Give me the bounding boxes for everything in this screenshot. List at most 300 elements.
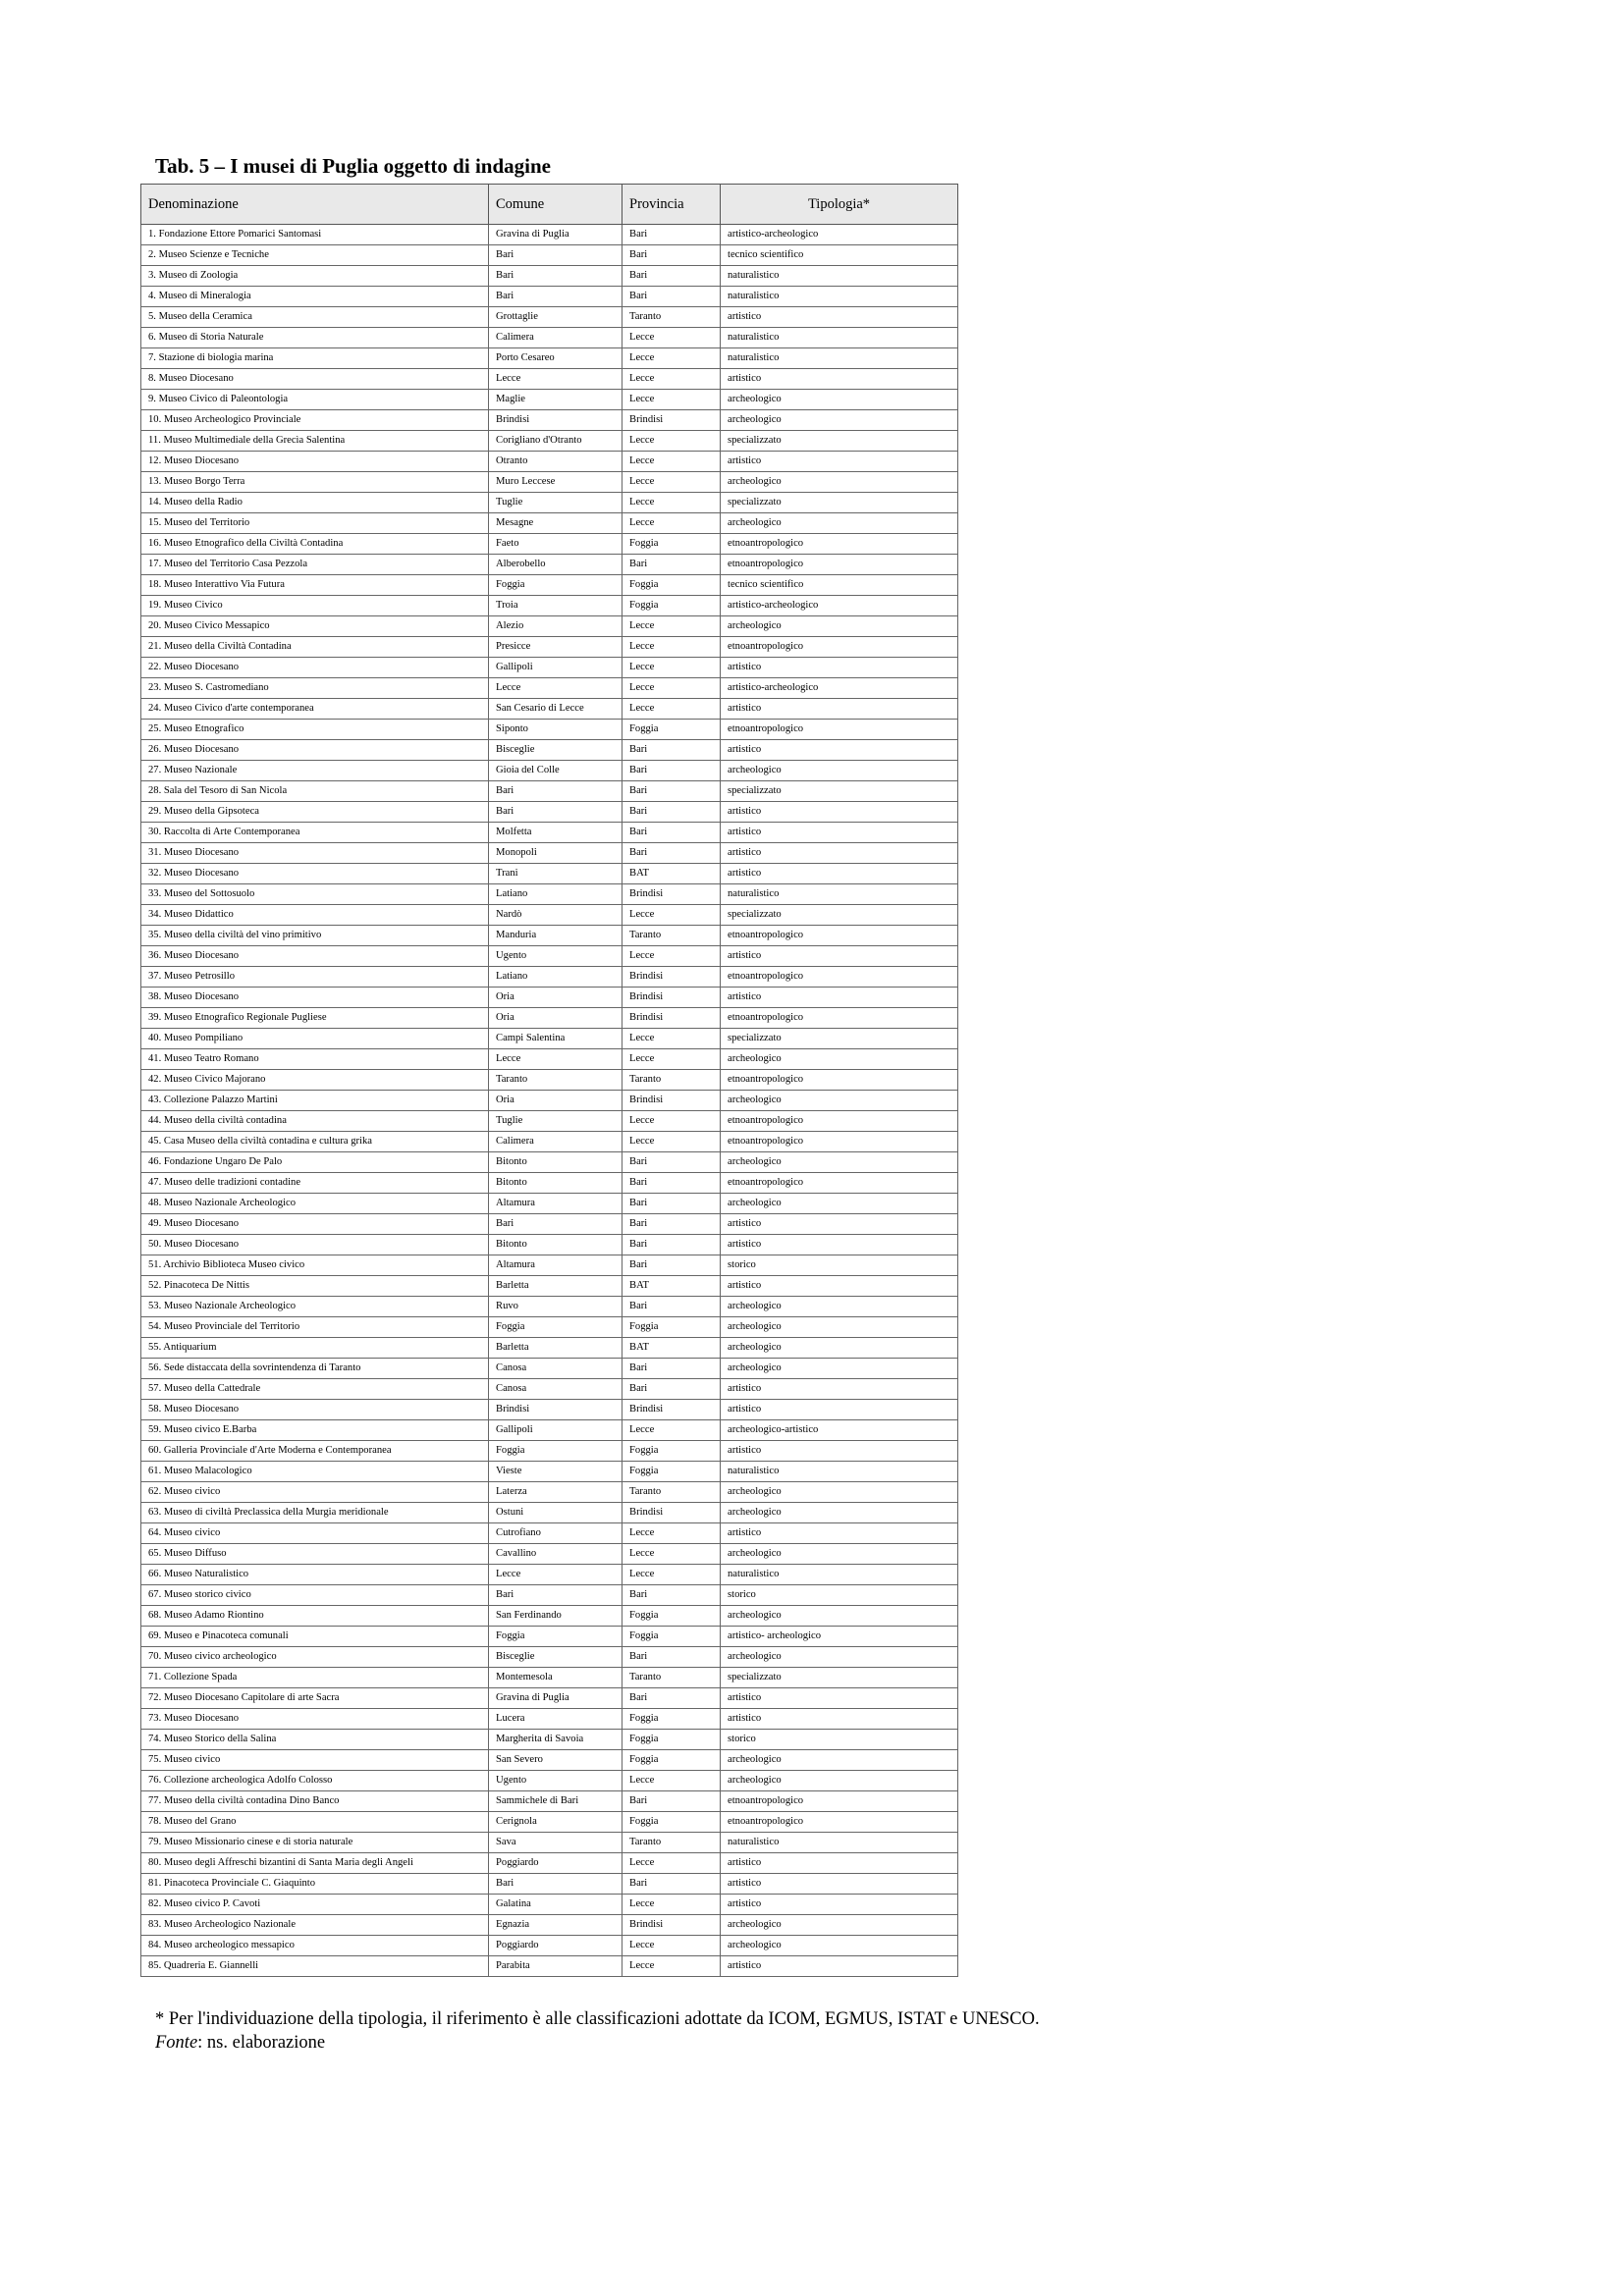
cell-denominazione: 82. Museo civico P. Cavoti [141,1895,489,1915]
cell-tipologia: etnoantropologico [721,534,958,555]
cell-denominazione: 52. Pinacoteca De Nittis [141,1276,489,1297]
cell-provincia: Brindisi [623,1503,721,1523]
cell-provincia: Bari [623,1874,721,1895]
cell-denominazione: 9. Museo Civico di Paleontologia [141,390,489,410]
cell-comune: Brindisi [489,410,623,431]
cell-comune: Bari [489,287,623,307]
cell-tipologia: artistico- archeologico [721,1627,958,1647]
cell-comune: Campi Salentina [489,1029,623,1049]
cell-comune: Bari [489,781,623,802]
cell-provincia: Bari [623,1688,721,1709]
cell-tipologia: artistico [721,1276,958,1297]
cell-comune: Cutrofiano [489,1523,623,1544]
table-row [141,307,958,328]
cell-provincia: Bari [623,1235,721,1255]
cell-denominazione: 84. Museo archeologico messapico [141,1936,489,1956]
cell-tipologia: artistico [721,1956,958,1977]
cell-tipologia: archeologico [721,1771,958,1791]
cell-denominazione: 30. Raccolta di Arte Contemporanea [141,823,489,843]
cell-tipologia: etnoantropologico [721,555,958,575]
cell-tipologia: archeologico [721,1049,958,1070]
cell-denominazione: 28. Sala del Tesoro di San Nicola [141,781,489,802]
table-row [141,616,958,637]
cell-comune: Gallipoli [489,1420,623,1441]
cell-denominazione: 34. Museo Didattico [141,905,489,926]
cell-comune: Gallipoli [489,658,623,678]
cell-comune: Bari [489,1214,623,1235]
table-row [141,740,958,761]
cell-provincia: Lecce [623,328,721,348]
cell-comune: Foggia [489,575,623,596]
cell-provincia: Lecce [623,1544,721,1565]
museums-table [140,184,958,1977]
table-row [141,1565,958,1585]
cell-denominazione: 41. Museo Teatro Romano [141,1049,489,1070]
cell-tipologia: etnoantropologico [721,1791,958,1812]
cell-comune: Faeto [489,534,623,555]
cell-tipologia: archeologico [721,472,958,493]
cell-provincia: Foggia [623,720,721,740]
cell-denominazione: 36. Museo Diocesano [141,946,489,967]
cell-tipologia: artistico [721,369,958,390]
table-row [141,390,958,410]
cell-provincia: Bari [623,843,721,864]
cell-comune: Gravina di Puglia [489,225,623,245]
cell-denominazione: 73. Museo Diocesano [141,1709,489,1730]
table-row [141,452,958,472]
cell-tipologia: archeologico [721,1936,958,1956]
cell-tipologia: etnoantropologico [721,637,958,658]
cell-tipologia: archeologico [721,390,958,410]
cell-tipologia: archeologico [721,1647,958,1668]
cell-denominazione: 17. Museo del Territorio Casa Pezzola [141,555,489,575]
cell-tipologia: naturalistico [721,1462,958,1482]
cell-comune: Parabita [489,1956,623,1977]
table-row [141,637,958,658]
cell-tipologia: specializzato [721,905,958,926]
cell-provincia: Lecce [623,431,721,452]
cell-comune: Siponto [489,720,623,740]
table-row [141,1173,958,1194]
table-row [141,1338,958,1359]
cell-tipologia: etnoantropologico [721,1070,958,1091]
table-row [141,1420,958,1441]
cell-denominazione: 63. Museo di civiltà Preclassica della Murgia meridionale [141,1503,489,1523]
table-row [141,1730,958,1750]
cell-denominazione: 13. Museo Borgo Terra [141,472,489,493]
table-row [141,905,958,926]
cell-tipologia: artistico [721,1214,958,1235]
table-row [141,1627,958,1647]
cell-denominazione: 10. Museo Archeologico Provinciale [141,410,489,431]
cell-tipologia: artistico [721,1688,958,1709]
table-row [141,245,958,266]
table-row [141,410,958,431]
table-row [141,1091,958,1111]
cell-tipologia: naturalistico [721,287,958,307]
cell-provincia: BAT [623,864,721,884]
cell-denominazione: 69. Museo e Pinacoteca comunali [141,1627,489,1647]
cell-tipologia: artistico [721,1523,958,1544]
cell-denominazione: 6. Museo di Storia Naturale [141,328,489,348]
cell-denominazione: 66. Museo Naturalistico [141,1565,489,1585]
table-row [141,1771,958,1791]
cell-denominazione: 1. Fondazione Ettore Pomarici Santomasi [141,225,489,245]
cell-denominazione: 77. Museo della civiltà contadina Dino Banco [141,1791,489,1812]
cell-comune: Foggia [489,1441,623,1462]
cell-denominazione: 71. Collezione Spada [141,1668,489,1688]
cell-denominazione: 23. Museo S. Castromediano [141,678,489,699]
cell-comune: Canosa [489,1379,623,1400]
cell-denominazione: 37. Museo Petrosillo [141,967,489,988]
cell-tipologia: artistico [721,1400,958,1420]
cell-tipologia: artistico [721,802,958,823]
cell-provincia: Bari [623,1791,721,1812]
cell-denominazione: 27. Museo Nazionale [141,761,489,781]
table-row [141,1482,958,1503]
cell-provincia: Bari [623,1585,721,1606]
table-row [141,720,958,740]
table-row [141,678,958,699]
cell-tipologia: naturalistico [721,328,958,348]
cell-comune: Manduria [489,926,623,946]
cell-comune: Alezio [489,616,623,637]
cell-provincia: Foggia [623,596,721,616]
cell-provincia: Bari [623,781,721,802]
table-row [141,1297,958,1317]
cell-tipologia: artistico [721,740,958,761]
cell-tipologia: artistico [721,1441,958,1462]
table-row [141,575,958,596]
table-row [141,1853,958,1874]
cell-provincia: Brindisi [623,884,721,905]
cell-comune: Nardò [489,905,623,926]
cell-denominazione: 45. Casa Museo della civiltà contadina e cultura grika [141,1132,489,1152]
cell-comune: Tuglie [489,1111,623,1132]
table-row [141,1462,958,1482]
cell-comune: Gioia del Colle [489,761,623,781]
cell-tipologia: etnoantropologico [721,1173,958,1194]
cell-tipologia: archeologico [721,1297,958,1317]
cell-tipologia: archeologico [721,1503,958,1523]
cell-provincia: Bari [623,1173,721,1194]
cell-denominazione: 59. Museo civico E.Barba [141,1420,489,1441]
cell-provincia: Lecce [623,905,721,926]
table-row [141,1255,958,1276]
cell-denominazione: 19. Museo Civico [141,596,489,616]
cell-denominazione: 50. Museo Diocesano [141,1235,489,1255]
cell-denominazione: 49. Museo Diocesano [141,1214,489,1235]
cell-provincia: Lecce [623,699,721,720]
cell-provincia: Brindisi [623,988,721,1008]
cell-denominazione: 65. Museo Diffuso [141,1544,489,1565]
cell-comune: Margherita di Savoia [489,1730,623,1750]
cell-comune: Latiano [489,884,623,905]
cell-denominazione: 21. Museo della Civiltà Contadina [141,637,489,658]
cell-tipologia: archeologico [721,1317,958,1338]
cell-denominazione: 43. Collezione Palazzo Martini [141,1091,489,1111]
table-row [141,1791,958,1812]
cell-comune: Foggia [489,1627,623,1647]
table-row [141,988,958,1008]
cell-denominazione: 53. Museo Nazionale Archeologico [141,1297,489,1317]
cell-tipologia: artistico [721,946,958,967]
cell-provincia: Brindisi [623,410,721,431]
cell-tipologia: artistico-archeologico [721,596,958,616]
cell-comune: Alberobello [489,555,623,575]
cell-comune: Poggiardo [489,1853,623,1874]
cell-denominazione: 44. Museo della civiltà contadina [141,1111,489,1132]
cell-comune: Altamura [489,1194,623,1214]
cell-provincia: Lecce [623,1523,721,1544]
cell-provincia: Bari [623,266,721,287]
cell-comune: Bari [489,802,623,823]
cell-comune: Tuglie [489,493,623,513]
cell-provincia: Lecce [623,390,721,410]
cell-provincia: Lecce [623,452,721,472]
cell-comune: Troia [489,596,623,616]
cell-provincia: Bari [623,245,721,266]
table-row [141,369,958,390]
cell-tipologia: archeologico [721,1152,958,1173]
table-notes [155,2007,1040,2055]
cell-tipologia: artistico [721,1853,958,1874]
table-row [141,1317,958,1338]
cell-tipologia: archeologico [721,1338,958,1359]
cell-comune: Bari [489,1874,623,1895]
cell-comune: Grottaglie [489,307,623,328]
cell-provincia: Foggia [623,1750,721,1771]
cell-provincia: Foggia [623,1730,721,1750]
cell-denominazione: 72. Museo Diocesano Capitolare di arte Sacra [141,1688,489,1709]
cell-provincia: Lecce [623,1111,721,1132]
cell-denominazione: 75. Museo civico [141,1750,489,1771]
cell-comune: Vieste [489,1462,623,1482]
cell-tipologia: artistico [721,1874,958,1895]
cell-comune: Ugento [489,1771,623,1791]
header-row [141,185,958,225]
cell-provincia: Foggia [623,1606,721,1627]
cell-tipologia: archeologico [721,1606,958,1627]
cell-provincia: Lecce [623,1049,721,1070]
cell-tipologia: tecnico scientifico [721,575,958,596]
table-row [141,699,958,720]
cell-comune: Galatina [489,1895,623,1915]
cell-comune: Bari [489,245,623,266]
cell-tipologia: tecnico scientifico [721,245,958,266]
cell-tipologia: artistico [721,658,958,678]
table-row [141,967,958,988]
cell-provincia: Foggia [623,1812,721,1833]
cell-provincia: Brindisi [623,1008,721,1029]
cell-tipologia: archeologico [721,410,958,431]
cell-denominazione: 62. Museo civico [141,1482,489,1503]
cell-denominazione: 64. Museo civico [141,1523,489,1544]
cell-denominazione: 68. Museo Adamo Riontino [141,1606,489,1627]
cell-provincia: BAT [623,1276,721,1297]
cell-denominazione: 14. Museo della Radio [141,493,489,513]
cell-tipologia: archeologico [721,1915,958,1936]
table-row [141,1503,958,1523]
cell-comune: Lecce [489,369,623,390]
cell-tipologia: artistico [721,988,958,1008]
cell-denominazione: 11. Museo Multimediale della Grecìa Salentina [141,431,489,452]
cell-tipologia: naturalistico [721,266,958,287]
cell-provincia: Taranto [623,1482,721,1503]
cell-tipologia: specializzato [721,1668,958,1688]
table-row [141,1235,958,1255]
cell-provincia: Lecce [623,1936,721,1956]
table-row [141,1523,958,1544]
cell-provincia: Bari [623,761,721,781]
cell-comune: Lecce [489,1049,623,1070]
cell-tipologia: artistico-archeologico [721,678,958,699]
cell-tipologia: naturalistico [721,1833,958,1853]
cell-comune: Ruvo [489,1297,623,1317]
cell-comune: Bitonto [489,1152,623,1173]
table-row [141,472,958,493]
cell-comune: Barletta [489,1338,623,1359]
cell-denominazione: 33. Museo del Sottosuolo [141,884,489,905]
table-row [141,1008,958,1029]
cell-provincia: Brindisi [623,1091,721,1111]
cell-comune: Brindisi [489,1400,623,1420]
table-row [141,1379,958,1400]
column-header-tipologia: Tipologia* [721,185,958,225]
table-row [141,1812,958,1833]
cell-tipologia: archeologico [721,1194,958,1214]
cell-denominazione: 20. Museo Civico Messapico [141,616,489,637]
cell-comune: San Severo [489,1750,623,1771]
cell-provincia: Lecce [623,369,721,390]
cell-provincia: Foggia [623,575,721,596]
table-row [141,1049,958,1070]
cell-tipologia: etnoantropologico [721,967,958,988]
table-row [141,1895,958,1915]
cell-denominazione: 46. Fondazione Ungaro De Palo [141,1152,489,1173]
column-header-comune: Comune [489,185,623,225]
column-header-provincia: Provincia [623,185,721,225]
cell-comune: Montemesola [489,1668,623,1688]
cell-tipologia: specializzato [721,1029,958,1049]
table-row [141,1132,958,1152]
cell-denominazione: 48. Museo Nazionale Archeologico [141,1194,489,1214]
cell-comune: Laterza [489,1482,623,1503]
cell-provincia: Brindisi [623,1400,721,1420]
cell-denominazione: 25. Museo Etnografico [141,720,489,740]
table-row [141,1833,958,1853]
source-line [155,2031,1040,2055]
cell-tipologia: archeologico [721,616,958,637]
cell-comune: Oria [489,1008,623,1029]
table-row [141,1152,958,1173]
table-row [141,1874,958,1895]
cell-denominazione: 22. Museo Diocesano [141,658,489,678]
cell-comune: Presicce [489,637,623,658]
table-row [141,843,958,864]
source-label: Fonte [155,2033,198,2053]
cell-comune: Lecce [489,678,623,699]
cell-tipologia: artistico-archeologico [721,225,958,245]
cell-comune: San Ferdinando [489,1606,623,1627]
cell-provincia: Bari [623,1194,721,1214]
table-row [141,1915,958,1936]
table-row [141,1936,958,1956]
cell-tipologia: etnoantropologico [721,1132,958,1152]
cell-tipologia: storico [721,1730,958,1750]
cell-provincia: Foggia [623,1627,721,1647]
cell-provincia: Lecce [623,1565,721,1585]
cell-comune: San Cesario di Lecce [489,699,623,720]
table-row [141,1276,958,1297]
cell-tipologia: archeologico [721,513,958,534]
table-row [141,1585,958,1606]
cell-tipologia: etnoantropologico [721,1008,958,1029]
table-row [141,802,958,823]
table-row [141,348,958,369]
cell-provincia: BAT [623,1338,721,1359]
cell-provincia: Lecce [623,1420,721,1441]
cell-comune: Gravina di Puglia [489,1688,623,1709]
cell-provincia: Taranto [623,926,721,946]
cell-comune: Egnazia [489,1915,623,1936]
table-row [141,864,958,884]
cell-tipologia: archeologico [721,1544,958,1565]
cell-denominazione: 39. Museo Etnografico Regionale Pugliese [141,1008,489,1029]
table-row [141,1956,958,1977]
cell-provincia: Lecce [623,658,721,678]
cell-tipologia: artistico [721,864,958,884]
cell-denominazione: 5. Museo della Ceramica [141,307,489,328]
table-row [141,1400,958,1420]
cell-provincia: Lecce [623,1895,721,1915]
cell-provincia: Lecce [623,678,721,699]
cell-comune: Bitonto [489,1235,623,1255]
cell-comune: Mesagne [489,513,623,534]
cell-tipologia: archeologico [721,1750,958,1771]
cell-provincia: Lecce [623,1853,721,1874]
cell-denominazione: 55. Antiquarium [141,1338,489,1359]
cell-denominazione: 3. Museo di Zoologia [141,266,489,287]
table-row [141,1029,958,1049]
cell-tipologia: etnoantropologico [721,1812,958,1833]
footnote: * Per l'individuazione della tipologia, il riferimento è alle classificazioni adottate da ICOM, EGMUS, ISTAT e UNESCO. [155,2009,1040,2029]
cell-provincia: Lecce [623,1029,721,1049]
cell-tipologia: etnoantropologico [721,926,958,946]
cell-provincia: Lecce [623,493,721,513]
cell-denominazione: 31. Museo Diocesano [141,843,489,864]
cell-comune: Oria [489,988,623,1008]
cell-provincia: Lecce [623,513,721,534]
cell-denominazione: 12. Museo Diocesano [141,452,489,472]
cell-comune: Maglie [489,390,623,410]
cell-tipologia: archeologico [721,1091,958,1111]
cell-provincia: Lecce [623,946,721,967]
cell-provincia: Foggia [623,1441,721,1462]
cell-provincia: Foggia [623,534,721,555]
cell-tipologia: storico [721,1255,958,1276]
cell-provincia: Foggia [623,1462,721,1482]
cell-comune: Muro Leccese [489,472,623,493]
cell-provincia: Foggia [623,1709,721,1730]
table-row [141,1359,958,1379]
table-row [141,1070,958,1091]
table-row [141,1214,958,1235]
table-row [141,1194,958,1214]
table-row [141,1111,958,1132]
cell-provincia: Taranto [623,1833,721,1853]
cell-denominazione: 42. Museo Civico Majorano [141,1070,489,1091]
